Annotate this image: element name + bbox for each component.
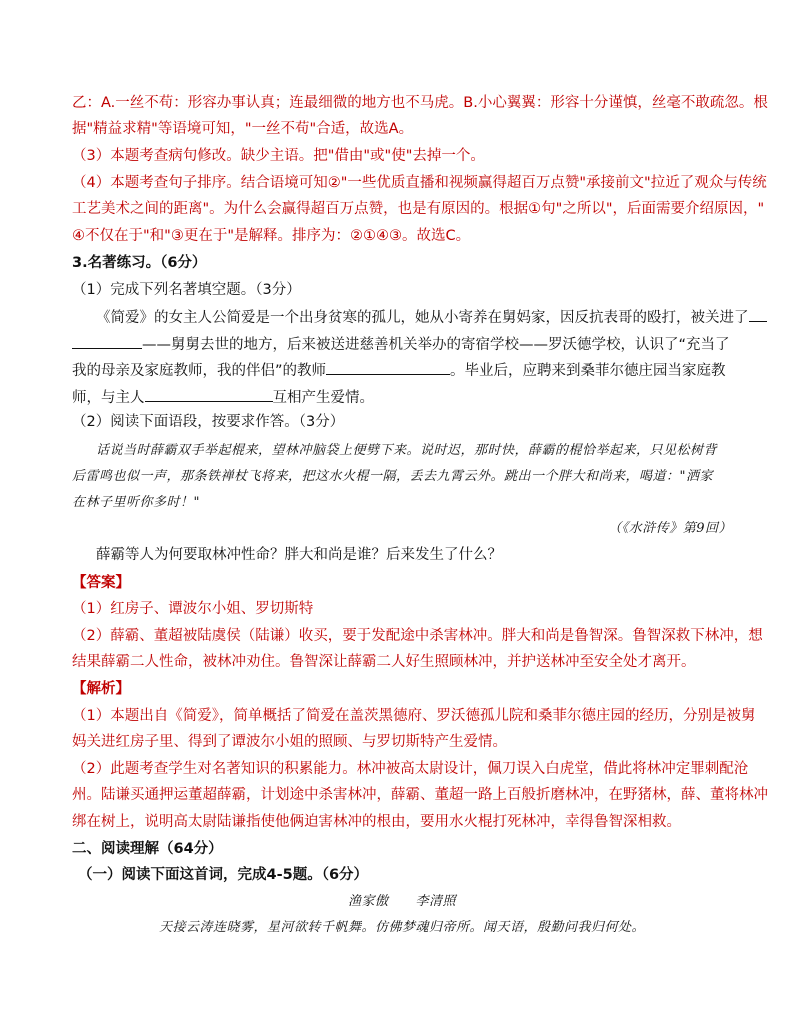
question-2-prompt: 薛霸等人为何要取林冲性命？胖大和尚是谁？后来发生了什么？: [96, 547, 502, 563]
fill-blank-2[interactable]: [326, 360, 450, 375]
subsection-heading-1: （一）阅读下面这首词，完成4-5题。（6分）: [78, 867, 369, 883]
fill-blank-3[interactable]: [145, 387, 273, 402]
answer-label: 【答案】: [72, 575, 130, 591]
question-1-text-2: [72, 334, 732, 354]
question-1-text-1-content: 《简爱》的女主人公简爱是一个出身贫寒的孤儿，她从小寄养在舅妈家，因反抗表哥的殴打，被关进了: [96, 310, 749, 326]
answer-line-3: （3）本题考查病句修改。缺少主语。把"借由"或"使"去掉一个。: [72, 148, 485, 164]
question-2-heading: （2）阅读下面语段，按要求作答。（3分）: [72, 414, 345, 430]
answer-2-line-1: （2）薛霸、董超被陆虞侯（陆谦）收买，要于发配途中杀害林冲。胖大和尚是鲁智深。鲁智深救下林冲，想: [72, 628, 763, 644]
poem-title: 渔家傲 李清照: [347, 894, 456, 909]
question-1-text-4: [72, 387, 732, 407]
poem-line-1: 天接云涛连晓雾，星河欲转千帆舞。仿佛梦魂归帝所。闻天语，殷勤问我归何处。: [158, 920, 645, 935]
section-heading-reading: 二、阅读理解（64分）: [72, 841, 223, 857]
answer-line-4: （4）本题考查句子排序。结合语境可知②"一些优质直播和视频赢得超百万点赞"承接前文"拉近了观众与传统: [72, 175, 767, 191]
answer-line-6: ④不仅在于"和"③更在于"是解释。排序为：②①④③。故选C。: [72, 228, 471, 244]
analysis-2-line-1: （2）此题考查学生对名著知识的积累能力。林冲被高太尉设计，佩刀误入白虎堂，借此将林冲定罪刺配沧: [72, 761, 749, 777]
question-1-text-4-content-a: 师，与主人: [72, 390, 145, 406]
analysis-2-line-2: 州。陆谦买通押运董超薛霸，计划途中杀害林冲，薛霸、董超一路上百般折磨林冲，在野猪林，薛、董将林冲: [72, 787, 768, 803]
fill-blank-1[interactable]: [749, 307, 767, 322]
excerpt-line-1: 话说当时薛霸双手举起棍来，望林冲脑袋上便劈下来。说时迟，那时快，薛霸的棍恰举起来，只见松树背: [96, 443, 718, 458]
answer-line-5: 工艺美术之间的距离"。为什么会赢得超百万点赞，也是有原因的。根据①句"之所以"，后面需要介绍原因，": [72, 201, 765, 217]
answer-2-line-2: 结果薛霸二人性命，被林冲劝住。鲁智深让薛霸二人好生照顾林冲，并护送林冲至安全处才离开。: [72, 654, 696, 670]
analysis-1-line-1: （1）本题出自《简爱》，简单概括了简爱在盖茨黑德府、罗沃德孤儿院和桑菲尔德庄园的经历，分别是被舅: [72, 708, 756, 724]
fill-blank-1-cont[interactable]: [72, 334, 142, 349]
answer-line-1: 乙：A.一丝不苟：形容办事认真；连最细微的地方也不马虎。B.小心翼翼：形容十分谨慎，丝毫不敢疏忽。根: [72, 95, 768, 111]
question-1-text-2-content: ——舅舅去世的地方，后来被送进慈善机关举办的寄宿学校——罗沃德学校，认识了“充当了: [142, 337, 730, 353]
question-1-text-3-content-a: 我的母亲及家庭教师，我的伴侣”的教师: [72, 363, 327, 379]
question-1-text-1: [96, 307, 749, 327]
answer-line-2: 据"精益求精"等语境可知，"一丝不苟"合适，故选A。: [72, 121, 414, 137]
analysis-1-line-2: 妈关进红房子里、得到了谭波尔小姐的照顾、与罗切斯特产生爱情。: [72, 734, 507, 750]
question-1-text-4-content-b: 互相产生爱情。: [272, 390, 374, 406]
excerpt-line-2: 后雷鸣也似一声，那条铁禅杖飞将来，把这水火棍一隔，丢去九霄云外。跳出一个胖大和尚来，喝道："洒家: [72, 469, 713, 484]
question-1-text-3: [72, 360, 732, 380]
excerpt-source: （《水浒传》第9回）: [608, 521, 732, 536]
question-1-text-3-content-b: 。毕业后，应聘来到桑菲尔德庄园当家庭教: [450, 363, 726, 379]
analysis-2-line-3: 绑在树上，说明高太尉陆谦指使他俩迫害林冲的根由，要用水火棍打死林冲，幸得鲁智深相救。: [72, 814, 681, 830]
answer-1: （1）红房子、谭波尔小姐、罗切斯特: [72, 601, 314, 617]
question-1-heading: （1）完成下列名著填空题。（3分）: [72, 282, 301, 298]
excerpt-line-3: 在林子里听你多时！": [72, 495, 200, 510]
analysis-label: 【解析】: [72, 681, 130, 697]
section-heading-3: 3.名著练习。（6分）: [72, 255, 207, 271]
